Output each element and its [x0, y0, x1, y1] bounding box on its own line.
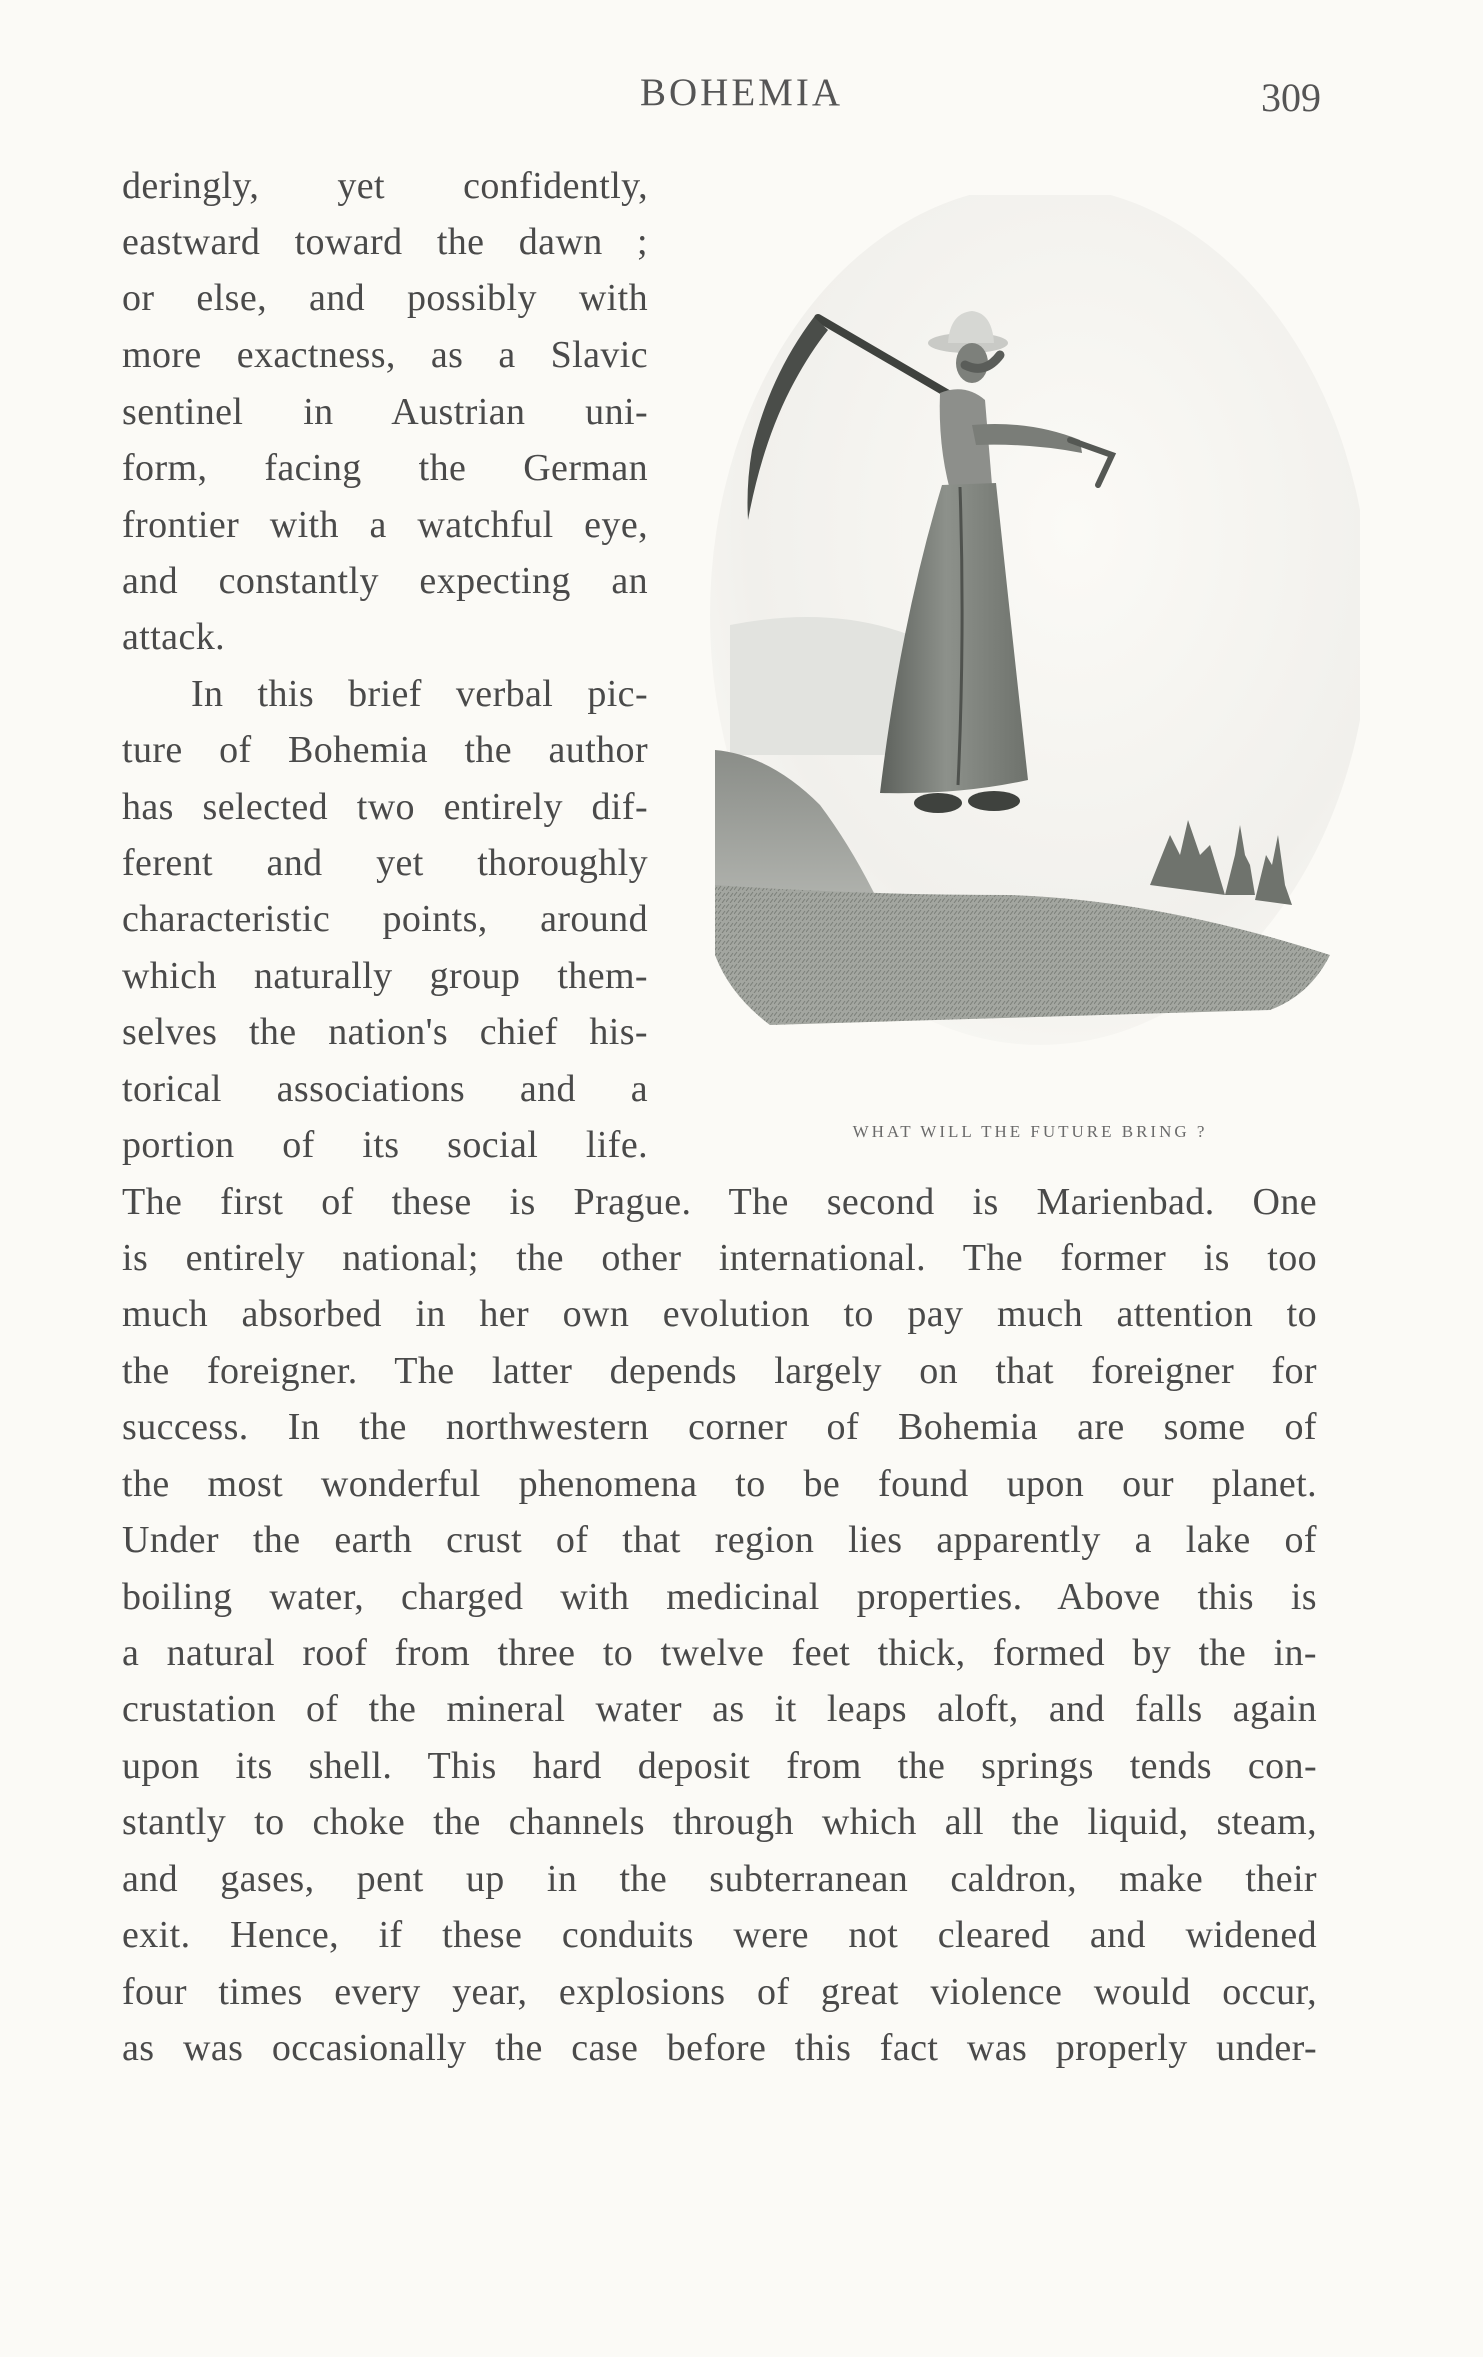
text-line: and gases, pent up in the subterranean caldron, make their — [122, 1858, 1317, 1900]
text-line: ferent and yet thoroughly — [122, 842, 648, 884]
text-line: or else, and possibly with — [122, 277, 648, 319]
text-line: The first of these is Prague. The second is Marienbad. One — [122, 1181, 1317, 1223]
text-line: four times every year, explosions of great violence would occur, — [122, 1971, 1317, 2013]
illustration-photo — [710, 195, 1360, 1075]
text-line: eastward toward the dawn ; — [122, 221, 648, 263]
paragraph-start-line: In this brief verbal pic- — [191, 673, 648, 715]
page-number: 309 — [1261, 75, 1321, 120]
text-line: form, facing the German — [122, 447, 648, 489]
text-line: crustation of the mineral water as it leaps aloft, and falls again — [122, 1688, 1317, 1730]
text-line: a natural roof from three to twelve feet thick, formed by the in- — [122, 1632, 1317, 1674]
text-line: exit. Hence, if these conduits were not cleared and widened — [122, 1914, 1317, 1956]
text-line: as was occasionally the case before this fact was properly under- — [122, 2027, 1317, 2069]
text-line: torical associations and a — [122, 1068, 648, 1110]
text-line: ture of Bohemia the author — [122, 729, 648, 771]
text-line: boiling water, charged with medicinal properties. Above this is — [122, 1576, 1317, 1618]
text-line: more exactness, as a Slavic — [122, 334, 648, 376]
text-line: and constantly expecting an — [122, 560, 648, 602]
text-line: the foreigner. The latter depends largely on that foreigner for — [122, 1350, 1317, 1392]
figure-caption: WHAT WILL THE FUTURE BRING ? — [852, 1122, 1208, 1141]
text-line: success. In the northwestern corner of Bohemia are some of — [122, 1406, 1317, 1448]
text-line: frontier with a watchful eye, — [122, 504, 648, 546]
text-line: Under the earth crust of that region lies apparently a lake of — [122, 1519, 1317, 1561]
text-line: sentinel in Austrian uni- — [122, 391, 648, 433]
running-head — [0, 70, 1483, 120]
text-line: much absorbed in her own evolution to pay much attention to — [122, 1293, 1317, 1335]
running-title: BOHEMIA — [640, 71, 843, 114]
text-line: deringly, yet confidently, — [122, 165, 648, 207]
text-line: attack. — [122, 616, 226, 658]
text-line: stantly to choke the channels through which all the liquid, steam, — [122, 1801, 1317, 1843]
text-line: is entirely national; the other international. The former is too — [122, 1237, 1317, 1279]
text-line: the most wonderful phenomena to be found upon our planet. — [122, 1463, 1317, 1505]
text-line: which naturally group them- — [122, 955, 648, 997]
text-line: has selected two entirely dif- — [122, 786, 648, 828]
text-line: characteristic points, around — [122, 898, 648, 940]
text-line: upon its shell. This hard deposit from the springs tends con- — [122, 1745, 1317, 1787]
text-line: portion of its social life. — [122, 1124, 648, 1166]
text-line: selves the nation's chief his- — [122, 1011, 648, 1053]
